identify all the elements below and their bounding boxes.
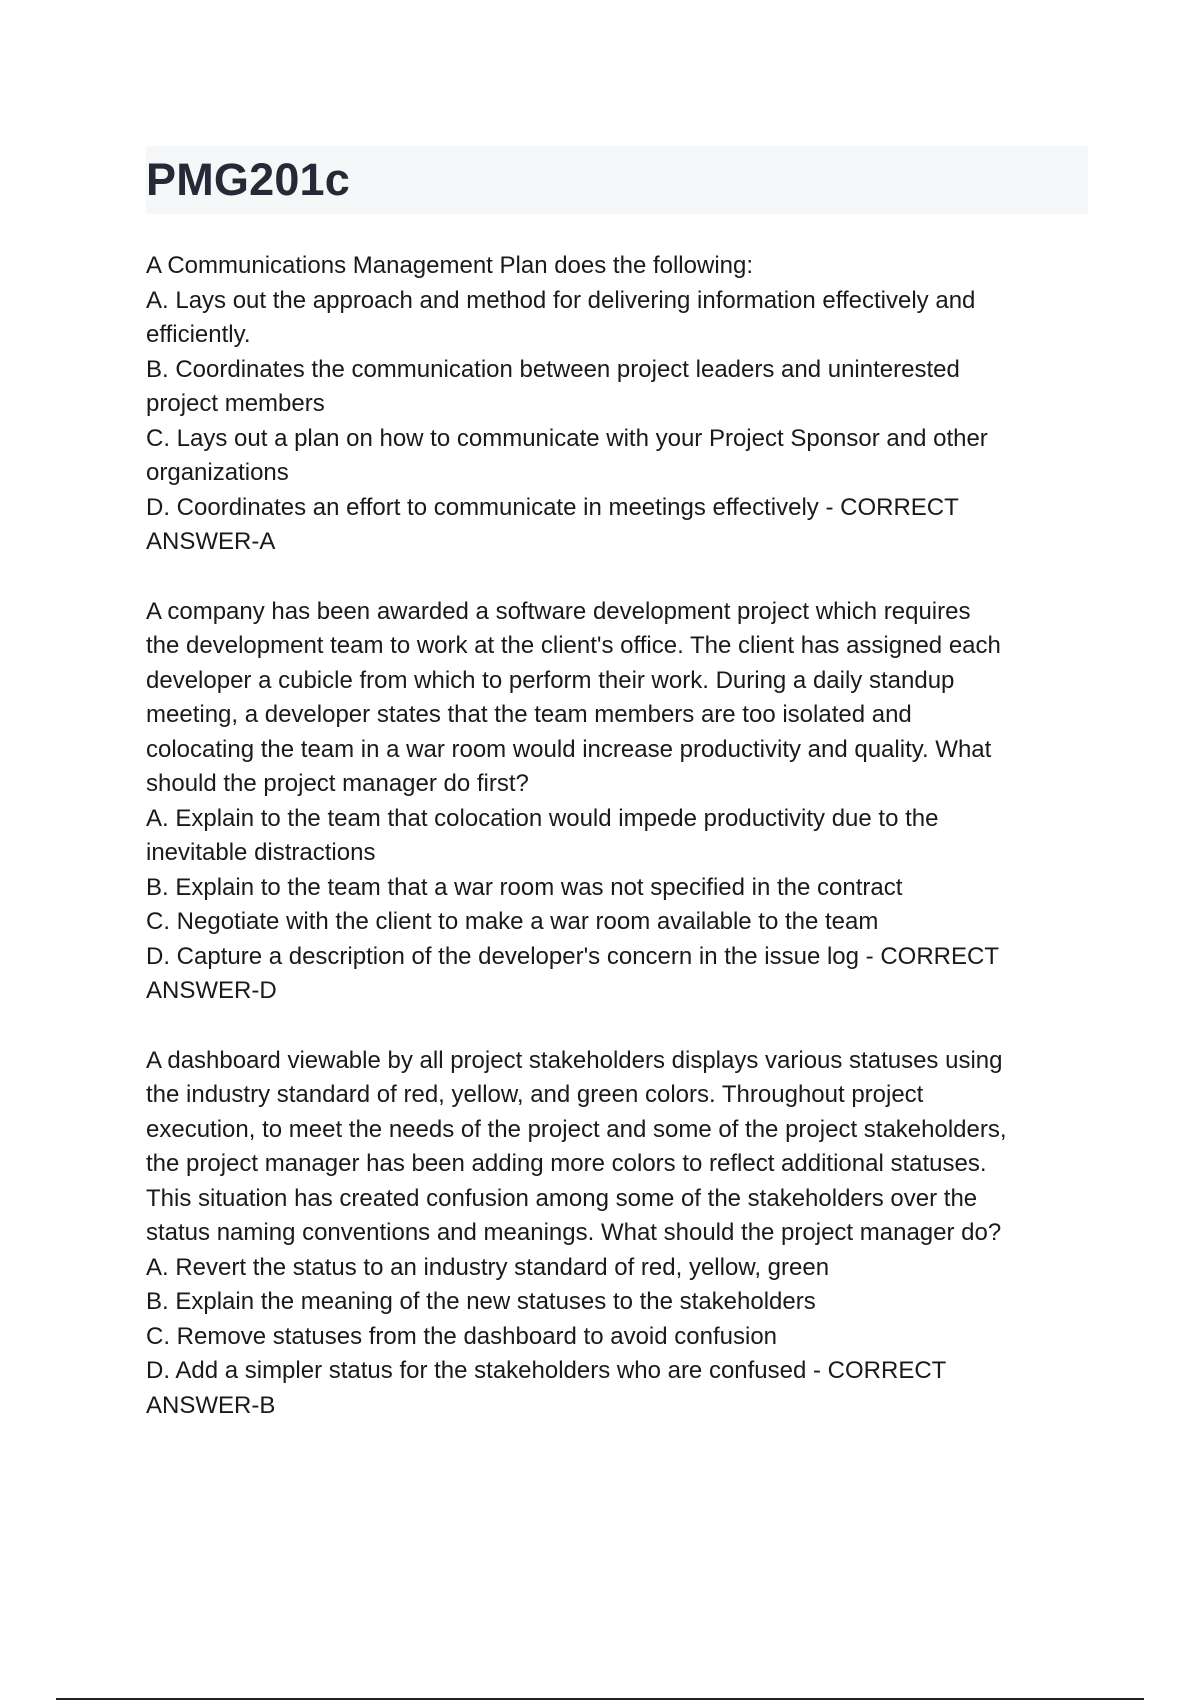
question-2-line-7: A. Explain to the team that colocation would impede productivity due to the: [146, 804, 939, 832]
question-3-line-7: A. Revert the status to an industry standard of red, yellow, green: [146, 1253, 830, 1281]
question-3-line-8: B. Explain the meaning of the new statuses to the stakeholders: [146, 1288, 816, 1315]
question-block-3: [146, 1044, 1088, 1424]
question-2-line-9: B. Explain to the team that a war room was not specified in the contract: [146, 873, 903, 901]
question-1-line-7: organizations: [146, 459, 289, 486]
question-2-line-10: C. Negotiate with the client to make a war room available to the team: [146, 908, 879, 935]
question-3-line-10: D. Add a simpler status for the stakeholders who are confused - CORRECT: [146, 1357, 947, 1384]
question-1-line-3: efficiently.: [146, 321, 251, 348]
question-2-line-4: meeting, a developer states that the team members are too isolated and: [146, 701, 912, 728]
question-block-1: [146, 249, 1088, 560]
question-2-line-3: developer a cubicle from which to perform their work. During a daily standup: [146, 666, 955, 694]
question-3-line-2: the industry standard of red, yellow, and green colors. Throughout project: [146, 1081, 924, 1108]
question-1-line-6: C. Lays out a plan on how to communicate with your Project Sponsor and other: [146, 424, 988, 452]
question-2-line-11: D. Capture a description of the developer's concern in the issue log - CORRECT: [146, 942, 999, 970]
question-1-line-2: A. Lays out the approach and method for delivering information effectively and: [146, 286, 976, 314]
question-1-line-4: B. Coordinates the communication between project leaders and uninterested: [146, 355, 960, 383]
title-band: [146, 146, 1088, 214]
question-2-line-8: inevitable distractions: [146, 839, 376, 866]
question-3-line-5: This situation has created confusion among some of the stakeholders over the: [146, 1184, 978, 1212]
question-3-line-1: A dashboard viewable by all project stakeholders displays various statuses using: [146, 1046, 1003, 1074]
question-2-line-1: A company has been awarded a software development project which requires: [146, 597, 971, 625]
question-3-answer: ANSWER-B: [146, 1391, 276, 1419]
question-3-line-4: the project manager has been adding more colors to reflect additional statuses.: [146, 1150, 987, 1177]
document-page: [146, 146, 1088, 1458]
question-3-line-6: status naming conventions and meanings. What should the project manager do?: [146, 1219, 1002, 1246]
question-2-line-5: colocating the team in a war room would increase productivity and quality. What: [146, 735, 992, 763]
question-1-line-5: project members: [146, 390, 325, 417]
question-2-line-6: should the project manager do first?: [146, 770, 529, 797]
question-2-line-2: the development team to work at the client's office. The client has assigned each: [146, 632, 1001, 659]
questions-list: [146, 249, 1088, 1423]
question-1-line-8: D. Coordinates an effort to communicate in meetings effectively - CORRECT: [146, 493, 959, 521]
question-1-answer: ANSWER-A: [146, 528, 276, 555]
question-3-line-9: C. Remove statuses from the dashboard to avoid confusion: [146, 1322, 778, 1350]
document-title: PMG201c: [146, 154, 351, 205]
question-1-line-1: A Communications Management Plan does the following:: [146, 252, 754, 279]
question-block-2: [146, 595, 1088, 1009]
question-3-line-3: execution, to meet the needs of the project and some of the project stakeholders,: [146, 1115, 1007, 1143]
question-2-answer: ANSWER-D: [146, 977, 277, 1004]
